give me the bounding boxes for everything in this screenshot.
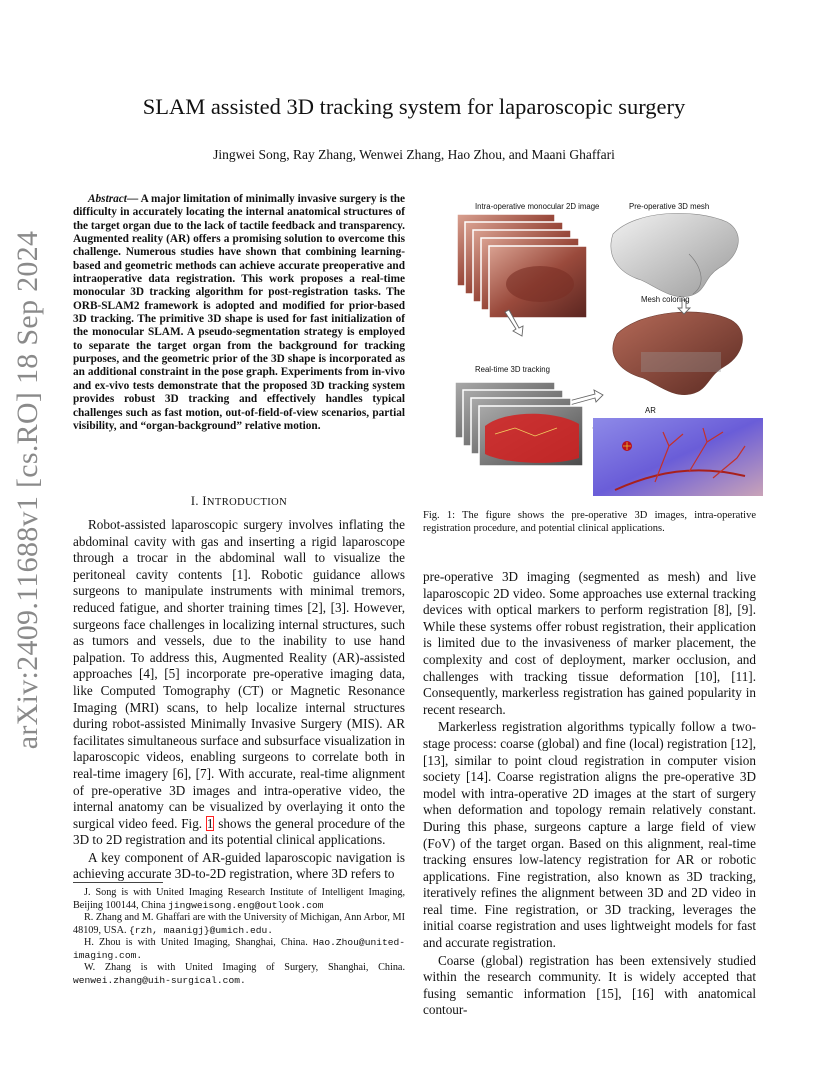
footnotes [73, 887, 405, 987]
figure-label-preop: Pre-operative 3D mesh [629, 202, 710, 211]
arxiv-stamp-text: arXiv:2409.11688v1 [cs.RO] 18 Sep 2024 [11, 230, 44, 750]
footnote-zhou-text: H. Zhou is with United Imaging, Shanghai, China. [84, 937, 313, 948]
footnote-zhang-text: R. Zhang and M. Ghaffari are with the University of Michigan, Ann Arbor, MI 48109, USA. [73, 912, 405, 936]
figure-1 [445, 196, 765, 496]
right-column-body [423, 569, 756, 1019]
section-title-rest: NTRODUCTION [206, 497, 288, 508]
section-heading-introduction [73, 494, 405, 509]
abstract-dash: — [126, 193, 141, 205]
footnote-song-text: J. Song is with United Imaging Research Institute of Intelligent Imaging, Beijing 100144, China [73, 887, 405, 911]
footnote-zhang-ghaffari [73, 912, 405, 937]
colored-mesh [613, 312, 743, 395]
intra-operative-image-stack [457, 214, 587, 318]
footnote-zhou [73, 937, 405, 962]
footnote-wzhang-text: W. Zhang is with United Imaging of Surgery, Shanghai, China. [84, 962, 405, 973]
intro-p1-end: shows the general procedure of the 3D to 2D registration and its potential clinical applications. [73, 815, 405, 848]
introduction-body [73, 517, 405, 883]
figure-label-tracking: Real-time 3D tracking [475, 365, 550, 374]
figure-label-ar: AR [645, 406, 656, 415]
footnote-rule [73, 882, 163, 883]
section-number: I. [190, 494, 199, 508]
ar-view [593, 418, 763, 496]
footnote-song [73, 887, 405, 912]
pre-operative-mesh [611, 213, 738, 296]
figure-1-reference-link[interactable]: 1 [206, 815, 214, 831]
abstract [73, 193, 405, 433]
figure-label-mesh-coloring: Mesh coloring [641, 295, 690, 304]
footnote-zhang-email: {rzh, maanigj}@umich.edu. [129, 924, 273, 936]
figure-1-graphic [445, 196, 765, 496]
paper-authors: Jingwei Song, Ray Zhang, Wenwei Zhang, Hao Zhou, and Maani Ghaffari [213, 147, 615, 162]
footnote-song-email: jingweisong.eng@outlook.com [168, 899, 324, 911]
abstract-text: A major limitation of minimally invasive surgery is the difficulty in accurately locating the internal anatomical structures of the target organ due to the lack of tactile feedback and transparency. Augmented reality (AR) offers a promising solution to overcome this challenge. Numerous studies have shown that combining learning-based and geometric methods can achieve accurate preoperative and intraoperative data registration. This work proposes a real-time monocular 3D tracking algorithm for post-registration tasks. The ORB-SLAM2 framework is adopted and modified for prior-based 3D tracking. The primitive 3D shape is used for fast initialization of the monocular SLAM. A pseudo-segmentation strategy is employed to separate the target organ from the background for tracking purposes, and the geometric prior of the 3D shape is incorporated as an additional constraint in the pose graph. Experiments from in-vivo and ex-vivo tests demonstrate that the proposed 3D tracking system provides robust 3D tracking and effectively handles typical challenges such as fast motion, out-of-field-of-view scenarios, partial visibility, and “organ-background” relative motion. [73, 193, 406, 432]
right-paragraph-1: pre-operative 3D imaging (segmented as mesh) and live laparoscopic 2D video. Some approaches use external tracking devices with optical markers to perform registration [8], [9]. While these systems offer robust registration, their application is limited due to the invasiveness of marker placement, the complexity and cost of deployment, marker occlusion, and challenges with tracking tissue deformation [10], [11]. Consequently, markerless registration has gained popularity in recent research. [423, 569, 756, 717]
intro-paragraph-1 [73, 517, 405, 849]
intro-p1-text: Robot-assisted laparoscopic surgery involves inflating the abdominal cavity with gas and inserting a rigid laparoscope through a trocar in the abdominal wall to visualize the peritoneal cavity contents [1]. Robotic guidance allows surgeons to manipulate instruments with minimal tremors, reduced fatigue, and shorter training times [2], [3]. However, surgeons face challenges in localizing internal structures, such as tumors and vessels, due to the inability to use hand palpation. To address this, Augmented Reality (AR)-assisted approaches [4], [5] incorporate pre-operative imaging data, like Computed Tomography (CT) or Magnetic Resonance Imaging (MRI) scans, to help localize internal structures during robot-assisted Minimally Invasive Surgery (MIS). AR facilitates simultaneous surface and subsurface visualization in laparoscopic videos, enabling surgeons to correlate both in real-time imagery [6], [7]. With accurate, real-time alignment of pre-operative 3D images and intra-operative video, the internal anatomy can be visualized by overlaying it onto the surgical video feed. Fig. [73, 517, 405, 831]
paper-title: SLAM assisted 3D tracking system for laparoscopic surgery [142, 94, 686, 119]
right-paragraph-2: Markerless registration algorithms typically follow a two-stage process: coarse (global) and fine (local) registration [12], [13], similar to point cloud registration in computer vision society [14]. Coarse registration aligns the pre-operative 3D model with intra-operative 2D images at the start of surgery when deformation and topology remain relatively constant. During this phase, surgeons capture a large field of view (FoV) of the target organ. Based on this alignment, real-time tracking ensures low-latency registration for AR or robotic applications. Fine registration, also known as 3D tracking, iteratively refines the alignment between 3D and 2D video in real time. Fine registration, or 3D tracking, leverages the initial coarse registration and uses lightweight models for fast and accurate registration. [423, 719, 756, 951]
arxiv-stamp [8, 230, 48, 750]
figure-1-caption: Fig. 1: The figure shows the pre-operative 3D images, intra-operative registration procedure, and potential clinical applications. [423, 510, 756, 534]
footnote-zhou-email: Hao.Zhou@united-imaging.com. [73, 937, 405, 961]
section-title-first: I [202, 494, 207, 508]
intro-paragraph-2: A key component of AR-guided laparoscopic navigation is achieving accurate 3D-to-2D registration, where 3D refers to [73, 849, 405, 882]
figure-label-intra: Intra-operative monocular 2D image [475, 202, 600, 211]
right-paragraph-3: Coarse (global) registration has been extensively studied within the research community. It is widely accepted that fusing semantic information [15], [16] with anatomical contour- [423, 952, 756, 1018]
footnote-wzhang [73, 962, 405, 987]
footnote-wzhang-email: wenwei.zhang@uih-surgical.com. [73, 974, 246, 986]
abstract-label: Abstract [88, 193, 127, 205]
real-time-tracking-stack [455, 382, 583, 466]
